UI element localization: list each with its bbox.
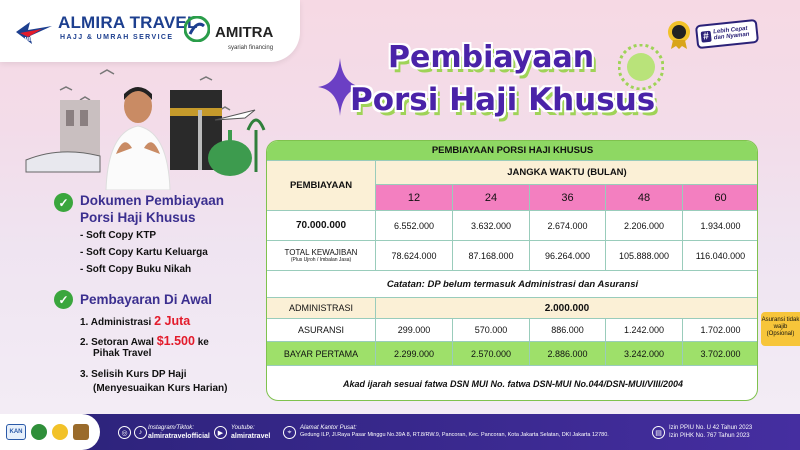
akad-row (267, 366, 758, 401)
term-36: 36 (530, 185, 606, 211)
admin-value: 2.000.000 (376, 298, 758, 319)
akad-note: Akad ijarah sesuai fatwa DSN MUI No. fatwa DSN-MUI No.044/DSN-MUI/VIII/2004 (342, 379, 684, 389)
association-logo-icon (73, 424, 89, 440)
total-cell: 116.040.000 (683, 241, 758, 271)
header-pembiayaan: PEMBIAYAAN (267, 161, 376, 211)
pilgrim-figure (98, 80, 178, 190)
office-block (300, 424, 645, 440)
hashtag-badge (695, 19, 759, 49)
asuransi-cell: 299.000 (376, 319, 453, 342)
financing-table (266, 140, 758, 401)
certification-logo-icon (52, 424, 68, 440)
brand-tagline: HAJJ & UMRAH SERVICE (60, 34, 174, 41)
payment-step-3-line1: 3. Selisih Kurs DP Haji (80, 369, 187, 380)
almira-logo-icon (12, 18, 56, 46)
bayar-cell: 2.570.000 (453, 342, 530, 366)
total-cell: 78.624.000 (376, 241, 453, 271)
doc-item: - Soft Copy Buku Nikah (80, 264, 192, 275)
table-row (267, 211, 758, 241)
social-icons-1 (118, 426, 147, 439)
total-label-cell (267, 241, 376, 271)
table-row (267, 319, 758, 342)
insurance-optional-tag: Asuransi tidak wajib (Opsional) (761, 312, 800, 346)
office-label: Alamat Kantor Pusat: (300, 425, 357, 431)
payment-title: Pembayaran Di Awal (80, 292, 213, 307)
document-icon: ▤ (652, 426, 665, 439)
installment-cell: 2.206.000 (606, 211, 683, 241)
table-title-row (267, 141, 758, 161)
payment-step-2-label: 2. Setoran Awal (80, 337, 154, 348)
social-handle-2[interactable]: almiratravel (231, 433, 271, 441)
total-label: TOTAL KEWAJIBAN (284, 248, 358, 257)
social-label-2: Youtube: (231, 425, 255, 431)
payment-step-3-line2: (Menyesuaikan Kurs Harian) (93, 383, 228, 394)
award-badge-icon (666, 20, 692, 50)
bayar-cell: 2.886.000 (530, 342, 606, 366)
docs-title-line2: Porsi Haji Khusus (80, 210, 196, 225)
total-cell: 87.168.000 (453, 241, 530, 271)
brand-name: ALMIRA TRAVEL (58, 13, 198, 32)
kemenag-logo-icon (31, 424, 47, 440)
header-jangka: JANGKA WAKTU (BULAN) (376, 161, 758, 185)
partner-tagline: syariah financing (228, 45, 274, 51)
license-1: Izin PPIU No. U 42 Tahun 2023 (669, 425, 753, 431)
asuransi-cell: 886.000 (530, 319, 606, 342)
asuransi-cell: 570.000 (453, 319, 530, 342)
table-header (267, 161, 758, 211)
payment-step-2 (80, 334, 209, 348)
installment-cell: 1.934.000 (683, 211, 758, 241)
payment-step-2-amount: $1.500 (156, 334, 195, 348)
doc-item: - Soft Copy KTP (80, 230, 157, 241)
total-sublabel: (Plus Ujroh / Imbalan Jasa) (290, 257, 352, 263)
check-icon: ✓ (54, 193, 73, 212)
table-row (267, 298, 758, 319)
term-24: 24 (453, 185, 530, 211)
page-title-line2: Porsi Haji Khusus (350, 82, 656, 118)
page-title-line1: Pembiayaan (388, 40, 595, 75)
bayar-cell: 3.242.000 (606, 342, 683, 366)
instagram-icon[interactable]: ◎ (118, 426, 131, 439)
social-label-1: Instagram/Tiktok: (148, 425, 194, 431)
payment-step-1 (80, 314, 190, 328)
asuransi-cell: 1.242.000 (606, 319, 683, 342)
total-cell: 96.264.000 (530, 241, 606, 271)
youtube-icon[interactable]: ▶ (214, 426, 227, 439)
payment-step-2-line2: Pihak Travel (93, 348, 152, 359)
office-address: Gedung ILP, Jl.Raya Pasar Minggu No.39A 8, RT.8/RW.9, Pancoran, Kec. Pancoran, Kota Jakarta Selatan, DKI Jakarta 12780. (300, 432, 609, 439)
asuransi-cell: 1.702.000 (683, 319, 758, 342)
table-row (267, 342, 758, 366)
payment-step-1-label: 1. Administrasi (80, 317, 152, 328)
term-48: 48 (606, 185, 683, 211)
almira-logo-mark: ALMIRA (18, 37, 38, 43)
term-60: 60 (683, 185, 758, 211)
license-block (669, 424, 752, 440)
installment-cell: 2.674.000 (530, 211, 606, 241)
license-2: Izin PIHK No. 767 Tahun 2023 (669, 433, 750, 440)
asuransi-label: ASURANSI (267, 319, 376, 342)
doc-item: - Soft Copy Kartu Keluarga (80, 247, 208, 258)
dp-note: Catatan: DP belum termasuk Administrasi dan Asuransi (267, 271, 758, 298)
docs-title-line1: Dokumen Pembiayaan (80, 193, 225, 208)
payment-step-1-amount: 2 Juta (154, 314, 191, 328)
tiktok-icon[interactable]: ♪ (134, 426, 147, 439)
installment-cell: 6.552.000 (376, 211, 453, 241)
payment-step-2-post: ke (197, 337, 209, 348)
check-icon: ✓ (54, 290, 73, 309)
admin-label: ADMINISTRASI (267, 298, 376, 319)
bayar-cell: 2.299.000 (376, 342, 453, 366)
table-row (267, 241, 758, 271)
term-row (376, 185, 758, 211)
amitra-logo-icon (184, 16, 210, 42)
location-pin-icon: ⌖ (283, 426, 296, 439)
table-title: PEMBIAYAAN PORSI HAJI KHUSUS (267, 141, 758, 161)
hashtag-text: Lebih Cepat dan Nyaman (712, 25, 750, 42)
note-row (267, 271, 758, 298)
hashtag-icon: # (702, 30, 710, 42)
social-block-1 (148, 424, 210, 442)
amount-cell: 70.000.000 (267, 211, 376, 241)
term-12: 12 (376, 185, 453, 211)
social-handle-1[interactable]: almiratravelofficial (148, 433, 210, 441)
bayar-label: BAYAR PERTAMA (267, 342, 376, 366)
bayar-cell: 3.702.000 (683, 342, 758, 366)
installment-cell: 3.632.000 (453, 211, 530, 241)
term-header-group (376, 161, 758, 211)
partner-name: AMITRA (215, 24, 274, 41)
footer-logos (0, 414, 100, 450)
kan-logo-icon: KAN (6, 424, 26, 440)
total-cell: 105.888.000 (606, 241, 683, 271)
social-block-2 (231, 424, 270, 442)
